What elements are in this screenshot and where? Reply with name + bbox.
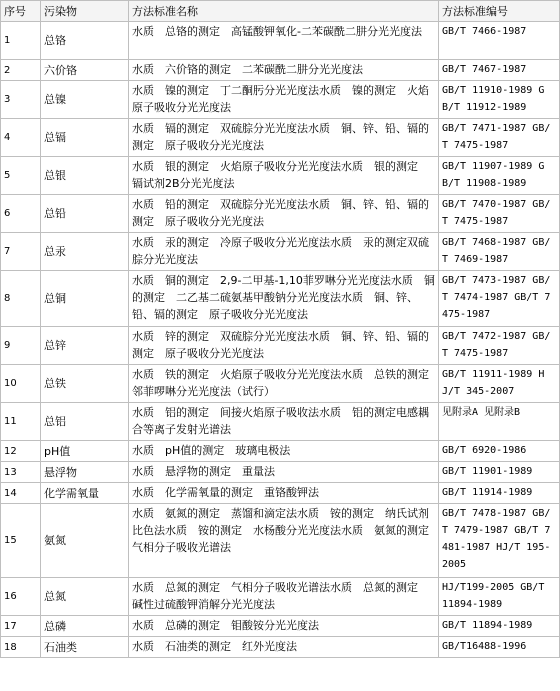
row-standard-code: GB/T16488-1996: [439, 637, 560, 658]
row-pollutant: 氨氮: [41, 504, 129, 578]
row-standard-name: 水质 镍的测定 丁二酮肟分光光度法水质 镍的测定 火焰原子吸收分光光度法: [129, 81, 439, 119]
row-index: 3: [1, 81, 41, 119]
row-index: 13: [1, 462, 41, 483]
row-index: 14: [1, 483, 41, 504]
table-row: [1, 504, 560, 578]
row-standard-code: GB/T 7467-1987: [439, 60, 560, 81]
header-standard-code: 方法标准编号: [439, 1, 560, 22]
row-standard-code: GB/T 11914-1989: [439, 483, 560, 504]
table-row: [1, 578, 560, 616]
row-standard-name: 水质 汞的测定 冷原子吸收分光光度法水质 汞的测定双硫腙分光光度法: [129, 233, 439, 271]
row-standard-code: GB/T 7466-1987: [439, 22, 560, 60]
row-index: 6: [1, 195, 41, 233]
row-pollutant: 总磷: [41, 616, 129, 637]
table-row: [1, 119, 560, 157]
row-standard-code: GB/T 7468-1987 GB/T 7469-1987: [439, 233, 560, 271]
row-standard-code: GB/T 11911-1989 HJ/T 345-2007: [439, 365, 560, 403]
row-standard-code: GB/T 11907-1989 GB/T 11908-1989: [439, 157, 560, 195]
header-index: 序号: [1, 1, 41, 22]
row-standard-name: 水质 六价铬的测定 二苯碳酰二肼分光光度法: [129, 60, 439, 81]
table-row: [1, 271, 560, 327]
table-row: [1, 22, 560, 60]
row-pollutant: 总锌: [41, 327, 129, 365]
table-row: [1, 462, 560, 483]
row-standard-name: 水质 石油类的测定 红外光度法: [129, 637, 439, 658]
row-index: 5: [1, 157, 41, 195]
row-pollutant: 总银: [41, 157, 129, 195]
row-standard-code: GB/T 7472-1987 GB/T 7475-1987: [439, 327, 560, 365]
table-row: [1, 233, 560, 271]
row-standard-code: GB/T 7473-1987 GB/T 7474-1987 GB/T 7475-1987: [439, 271, 560, 327]
row-standard-name: 水质 总磷的测定 钼酸铵分光光度法: [129, 616, 439, 637]
table-row: [1, 327, 560, 365]
header-standard-name: 方法标准名称: [129, 1, 439, 22]
row-pollutant: 化学需氧量: [41, 483, 129, 504]
row-index: 4: [1, 119, 41, 157]
table-row: [1, 157, 560, 195]
row-standard-name: 水质 化学需氧量的测定 重铬酸钾法: [129, 483, 439, 504]
row-standard-code: 见附录A 见附录B: [439, 403, 560, 441]
row-standard-code: HJ/T199-2005 GB/T 11894-1989: [439, 578, 560, 616]
table-row: [1, 403, 560, 441]
row-index: 10: [1, 365, 41, 403]
table-row: [1, 441, 560, 462]
row-pollutant: 总铜: [41, 271, 129, 327]
row-pollutant: 总汞: [41, 233, 129, 271]
row-standard-name: 水质 铅的测定 双硫腙分光光度法水质 铜、锌、铅、镉的测定 原子吸收分光光度法: [129, 195, 439, 233]
row-standard-code: GB/T 11910-1989 GB/T 11912-1989: [439, 81, 560, 119]
row-pollutant: 总镍: [41, 81, 129, 119]
row-index: 8: [1, 271, 41, 327]
table-row: [1, 195, 560, 233]
row-standard-name: 水质 pH值的测定 玻璃电极法: [129, 441, 439, 462]
row-standard-name: 水质 悬浮物的测定 重量法: [129, 462, 439, 483]
row-pollutant: 总铁: [41, 365, 129, 403]
row-index: 17: [1, 616, 41, 637]
row-pollutant: 石油类: [41, 637, 129, 658]
row-index: 1: [1, 22, 41, 60]
table-row: [1, 616, 560, 637]
table-row: [1, 365, 560, 403]
row-standard-code: GB/T 6920-1986: [439, 441, 560, 462]
row-standard-name: 水质 氨氮的测定 蒸馏和滴定法水质 铵的测定 纳氏试剂比色法水质 铵的测定 水杨酸分光光度法水质 氨氮的测定 气相分子吸收光谱法: [129, 504, 439, 578]
row-standard-code: GB/T 11894-1989: [439, 616, 560, 637]
row-standard-code: GB/T 11901-1989: [439, 462, 560, 483]
row-standard-name: 水质 总氮的测定 气相分子吸收光谱法水质 总氮的测定 碱性过硫酸钾消解分光光度法: [129, 578, 439, 616]
table-row: [1, 483, 560, 504]
row-index: 18: [1, 637, 41, 658]
table-row: [1, 637, 560, 658]
row-pollutant: 悬浮物: [41, 462, 129, 483]
row-standard-name: 水质 镉的测定 双硫腙分光光度法水质 铜、锌、铅、镉的测定 原子吸收分光光度法: [129, 119, 439, 157]
row-standard-name: 水质 铝的测定 间接火焰原子吸收法水质 铝的测定电感耦合等离子发射光谱法: [129, 403, 439, 441]
table-header-row: [1, 1, 560, 22]
row-standard-code: GB/T 7478-1987 GB/T 7479-1987 GB/T 7481-1987 HJ/T 195-2005: [439, 504, 560, 578]
row-pollutant: pH值: [41, 441, 129, 462]
row-standard-name: 水质 铁的测定 火焰原子吸收分光光度法水质 总铁的测定 邻菲啰啉分光光度法（试行）: [129, 365, 439, 403]
row-pollutant: 总镉: [41, 119, 129, 157]
row-index: 9: [1, 327, 41, 365]
row-standard-name: 水质 锌的测定 双硫腙分光光度法水质 铜、锌、铅、镉的测定 原子吸收分光光度法: [129, 327, 439, 365]
row-index: 15: [1, 504, 41, 578]
table-row: [1, 60, 560, 81]
row-index: 7: [1, 233, 41, 271]
row-index: 12: [1, 441, 41, 462]
row-index: 11: [1, 403, 41, 441]
row-pollutant: 六价铬: [41, 60, 129, 81]
row-standard-name: 水质 铜的测定 2,9-二甲基-1,10菲罗啉分光光度法水质 铜的测定 二乙基二硫氨基甲酸钠分光光度法水质 铜、锌、铅、镉的测定 原子吸收分光光度法: [129, 271, 439, 327]
row-index: 2: [1, 60, 41, 81]
header-pollutant: 污染物: [41, 1, 129, 22]
row-pollutant: 总铬: [41, 22, 129, 60]
row-standard-name: 水质 总铬的测定 高锰酸钾氧化-二苯碳酰二肼分光光度法: [129, 22, 439, 60]
row-pollutant: 总氮: [41, 578, 129, 616]
row-standard-code: GB/T 7470-1987 GB/T 7475-1987: [439, 195, 560, 233]
row-pollutant: 总铝: [41, 403, 129, 441]
row-standard-code: GB/T 7471-1987 GB/T 7475-1987: [439, 119, 560, 157]
row-index: 16: [1, 578, 41, 616]
row-pollutant: 总铅: [41, 195, 129, 233]
row-standard-name: 水质 银的测定 火焰原子吸收分光光度法水质 银的测定 镉试剂2B分光光度法: [129, 157, 439, 195]
table-row: [1, 81, 560, 119]
